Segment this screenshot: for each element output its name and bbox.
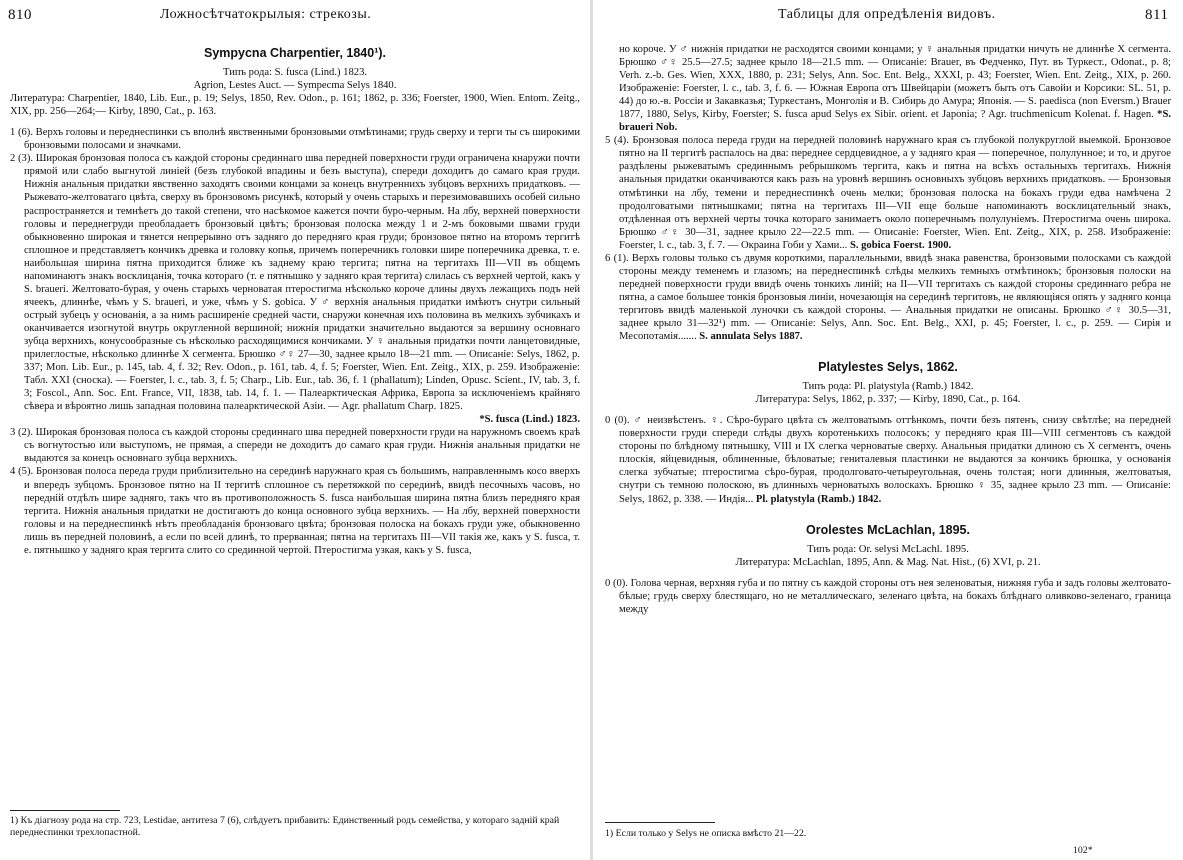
genus-heading: Orolestes McLachlan, 1895.: [806, 522, 970, 537]
key-couplet-6: 6 (1). Верхъ головы только съ двумя короткими, параллельными, ввидѣ знака равенства, бронзовыми полосками съ каждой стороны между теменемъ и глазомъ; на переднеспинкѣ слѣды мелкихъ темныхъ отмѣтинокъ; бронзовыя полоски на передней поверхности груди ввидѣ очень тонкихъ линій; на II—VII тергитахъ съ каждой стороны срединнаго ребра не пятна, а самое большее тонкія бронзовыя линіи, ночезающія на серединѣ тергитовъ, не являющіяся опять у задняго конца тергитовъ ввидѣ маленькой луночки съ каждой стороны. — Анальныя придатки не описаны. Брюшко ♂♀ 30.5—31, заднее крыло 31—32¹) mm. — Описаніе: Selys, Ann. Soc. Ent. Belg., XXI, p. 45; Foerster, l. c., p. 259. — Сирія и Месопотамія....... S. annulata Selys 1887.: [605, 252, 1171, 343]
key-couplet-orolestes: 0 (0). Голова черная, верхняя губа и по пятну съ каждой стороны отъ нея зеленоватыя, нижняя губа и задъ головы желтовато-бѣлые; грудь сверху блестящаго, но не металлическаго, зеленаго цвѣта, на бокахъ блѣднаго оливково-зеленаго, граница между: [605, 577, 1171, 615]
genus-type: Типъ рода: Or. selysi McLachl. 1895.: [807, 543, 969, 555]
continued-paragraph: но короче. У ♂ нижнія придатки не расходятся своими концами; у ♀ анальныя придатки ничуть не длиннѣе X сегмента. Брюшко ♂♀ 25.5—27.5; заднее крыло 18—21.5 mm. — Описаніе: Brauer, въ Федченко, Пут. въ Туркест., Odonat., p. 8; Verh. z.-b. Ges. Wien, XXX, 1880, p. 231; Selys, Ann. Soc. Ent. Belg., XXXI, p. 43; Foerster, Wien. Ent. Zeitg., XIX, p. 260. Изображеніе: Foerster, l. c., tab. 3, f. 6. — Южная Европа отъ Швейцаріи (можетъ быть отъ Савойи и Корсики: SL. 51, p. 44) до ю.-в. Россіи и Закавказья; Туркестанъ, Монголія и В. Сибирь до Амура; Японія. — S. paedisca (non Eversm.) Brauer 1877, 1880, Selys, Kirby, Foerster; S. fusca apud Selys ex Sibir. orient. et Japonia; ? Agr. truchmenicum Kolenat. f. Hagen. *S. braueri Nob.: [619, 44, 1171, 134]
text-column: [10, 43, 580, 557]
footnote-rule: [10, 810, 120, 811]
right-page: [593, 0, 1183, 860]
key-couplet-1: 1 (6). Верхъ головы и переднеспинки съ вполнѣ явственными бронзовыми отмѣтинами; грудь сверху и терги ты съ широкими бронзовыми полосами и значками.: [10, 127, 580, 152]
genus-heading: Sympycna Charpentier, 1840¹).: [203, 46, 387, 60]
running-head: Таблицы для опредѣленія видовъ.: [778, 7, 996, 22]
species-name: *S. fusca (Lind.) 1823.: [479, 414, 580, 426]
key-couplet-3: 3 (2). Широкая бронзовая полоса съ каждой стороны срединнаго шва передней поверхности груди на наружномъ своемъ краѣ съ вогнутостью или выступомъ, не прямая, а спереди не доходитъ до самаго края груди. Нижнія анальныя придатки не выдаются за конецъ основнаго зубца верхнихъ.: [10, 427, 580, 465]
key-couplet-5: 5 (4). Бронзовая полоса переда груди на передней половинѣ наружнаго края съ глубокой полукруглой выемкой. Бронзовое пятно на II тергитѣ распалось на два: переднее сердцевидное, а у задняго края — поперечное, полулунное; и то, и другое раздѣлены рыжеватымъ срединнымъ ребрышкомъ тергита, какъ и пятна на всѣхъ остальныхъ тергитахъ. Нижнія анальныя придатки оканчиваются какъ разъ на уровнѣ вершинъ основныхъ зубцовъ верхнихъ придатковъ. — Бронзовыя отмѣтинки на лбу, темени и переднеспинкѣ очень мелки; бронзовая полоска на бокахъ груди едва намѣчена 2 продолговатыми пятнышками; пятна на тергитахъ III—VII еще больше напоминаютъ восклицательный знакъ, отдѣленная отъ верхней черты точка котораго занимаетъ около поперечнымъ полулуніемъ. Птеростигма очень широка. Брюшко ♂♀ 30—31, заднее крыло 22—22.5 mm. — Описаніе: Foerster, Wien. Ent. Zeitg., XIX, p. 258. Изображеніе: Foerster, l. c., tab. 3, f. 7. — Окраина Гоби у Хами... S. gobica Foerst. 1900.: [605, 135, 1171, 251]
genus-type: Типъ рода: S. fusca (Lind.) 1823.: [222, 67, 368, 79]
signature-mark: 102*: [1073, 845, 1093, 856]
literature: Литература: Selys, 1862, p. 337; — Kirby, 1890, Cat., p. 164.: [755, 394, 1021, 406]
page-number: 810: [8, 7, 32, 23]
page-number: 811: [1145, 7, 1169, 23]
running-head: Ложносѣтчатокрылыя: стрекозы.: [160, 7, 372, 22]
genus-type: Типъ рода: Pl. platystyla (Ramb.) 1842.: [802, 381, 974, 393]
literature: Литература: McLachlan, 1895, Ann. & Mag. Nat. Hist., (6) XVI, p. 21.: [735, 556, 1041, 568]
key-couplet-platylestes: 0 (0). ♂ неизвѣстенъ. ♀. Сѣро-бураго цвѣта съ желтоватымъ оттѣнкомъ, почти безъ пятенъ, снизу свѣтлѣе; на передней поверхности груди спереди слѣды двухъ коротенькихъ полосокъ; у передняго края III—VIII сегментовъ съ каждой стороны по блѣдному пятнышку, VIII и IX слегка черноватые сверху. Анальныя придатки длиною съ X сегментъ, очень плоскія, яйцевидныя, облиненные, бѣловатые; гениталевыя пластинки не выдаются за кончикъ брюшка, у основанія слегка зубчатые; птеростигма сѣро-бурая, продолговато-четыреугольная, очень толстая; ноги длинныя, желтоватыя, снутри съ темною полоскою, въ длинныхъ черноватыхъ волоскахъ. Брюшко ♀ 35, заднее крыло 23 mm. — Описаніе: Selys, 1862, p. 338. — Индія... Pl. platystyla (Ramb.) 1842.: [605, 415, 1171, 505]
footnote: 1) Къ діагнозу рода на стр. 723, Lestidae, антитеза 7 (6), слѣдуетъ прибавить: Единственный родъ семейства, у котораго задній край переднеспинки трехлопастной.: [10, 815, 560, 838]
key-couplet-4: 4 (5). Бронзовая полоса переда груди приблизительно на серединѣ наружнаго края съ большимъ, направленнымъ косо вверхъ и впередъ зубцомъ. Бронзовое пятно на II тергитѣ сплошное съ перетяжкой по серединѣ, ввидѣ песочныхъ часовъ, но передній отдѣлъ шире задняго, такъ что въ противоположность S. fusca наибольшая ширина пятна близъ передняго края тергита. Нижнія анальныя придатки не достигаютъ до конца основного зубца верхнихъ. — На лбу, верхней поверхности головы и на переднеспинкѣ нѣтъ преобладанія бронзоваго цвѣта; бронзовая полоска на бокахъ груди уже, обыкновенно лишь въ передней половинѣ, а если по всей длинѣ, то прерванная; пятна на тергитахъ III—VII такія же, какъ у S. fusca, т. е. пятнышко у задняго края тергита слито со срединной чертой. Птеростигма узкая, какъ у S. fusca,: [10, 466, 580, 556]
left-page: [0, 0, 590, 860]
key-couplet-2: 2 (3). Широкая бронзовая полоса съ каждой стороны срединнаго шва передней поверхности груди ограничена кнаружи почти прямой или слабо выгнутой линіей (безъ глубокой впадины и безъ выступа), спереди доходитъ до самаго края груди. Нижнія анальныя придатки явственно заходятъ своими концами за конецъ внутреннихъ зубцовъ верхнихъ придатковъ. — Рыжевато-желтоватаго цвѣта, сверху въ бронзовомъ рисункѣ, который у очень старыхъ и перезимовавшихъ особей сильно распространяется и темнѣетъ до такой степени, что насѣкомое кажется почти буро-черным. На лбу, верхней поверхности головы и переднегруди преобладаетъ бронзовый цвѣтъ; бронзовая полоска между 1 и 2-мъ боковыми швами груди обыкновенно широкая и тянется непрерывно отъ задняго до передняго края груди; бронзовое пятно на второмъ тергитѣ сплошное и представляетъ кончикъ древка и головку копья, причемъ поперечникъ головки шире поперечника древка, т. е. наибольшая ширина пятна приходится ближе къ заднему краю тергита; пятна на тергитахъ III—VII въ общемъ напоминаютъ знакъ восклицанія, точка котораго (т. е пятнышко у задняго края тергита) слилась съ верхней чертой, какъ у S. braueri. Желтовато-бурая, у очень старыхъ черноватая птеростигма нѣсколько короче длины двухъ лежащихъ подъ ней ячеекъ, длиннѣе, чѣмъ у S. braueri, и уже, чѣмъ у S. gobica. У ♂ верхнія анальныя придатки имѣютъ снутри сильный острый зубецъ у основанія, а за нимъ расширеніе средней части, снаружи конечная ихъ половина въ мелкихъ зубчикахъ и оканчивается изогнутой внутрь округленной вершиной; нижнія придатки значительно выдаются за вершину основнаго зубца верхнихъ, конусообразные съ нѣсколько расходящимися кончиками. У ♀ анальныя придатки почти ланцетовидные, прилеглостые, нѣсколько длиннѣе X сегмента. Брюшко ♂♀ 27—30, заднее крыло 18—21 mm. — Описаніе: Selys, 1862, p. 337; Mon. Lib. Eur., p. 145, tab. 4, f. 32; Rev. Odon., p. 161, tab. 4, f. 5; Foerster, Wien. Ent. Zeitg., XIX, p. 259. Изображеніе: Табл. XXI (сноска). — Foerster, l. c., tab. 3, f. 5; Charp., Lib. Eur., tab. 36, f. 1 (phallatum); Linden, Opusc. Scient., IV, tab. 3, f. 3; Foscol., Ann. Soc. Ent. France, VII, 1838, tab. 14, f. 1. — Палеарктическая Африка, Европа за исключеніемъ крайняго сѣвера и вѣроятно лишь западная половина палеарктической Азіи. — Agr. phallatum Charp. 1825.: [10, 153, 580, 413]
synonyms: Agrion, Lestes Auct. — Sympecma Selys 1840.: [193, 80, 397, 92]
literature: Литература: Charpentier, 1840, Lib. Eur., p. 19; Selys, 1850, Rev. Odon., p. 161; 1862, p. 336; Foerster, 1900, Wien. Entom. Zeitg., XIX, pp. 256—264;— Kirby, 1890, Cat., p. 163.: [10, 93, 580, 118]
text-column: [605, 43, 1171, 616]
footnote-rule: [605, 822, 715, 823]
footnote: 1) Если только у Selys не описка вмѣсто 21—22.: [605, 828, 807, 839]
genus-heading: Platylestes Selys, 1862.: [818, 360, 958, 375]
